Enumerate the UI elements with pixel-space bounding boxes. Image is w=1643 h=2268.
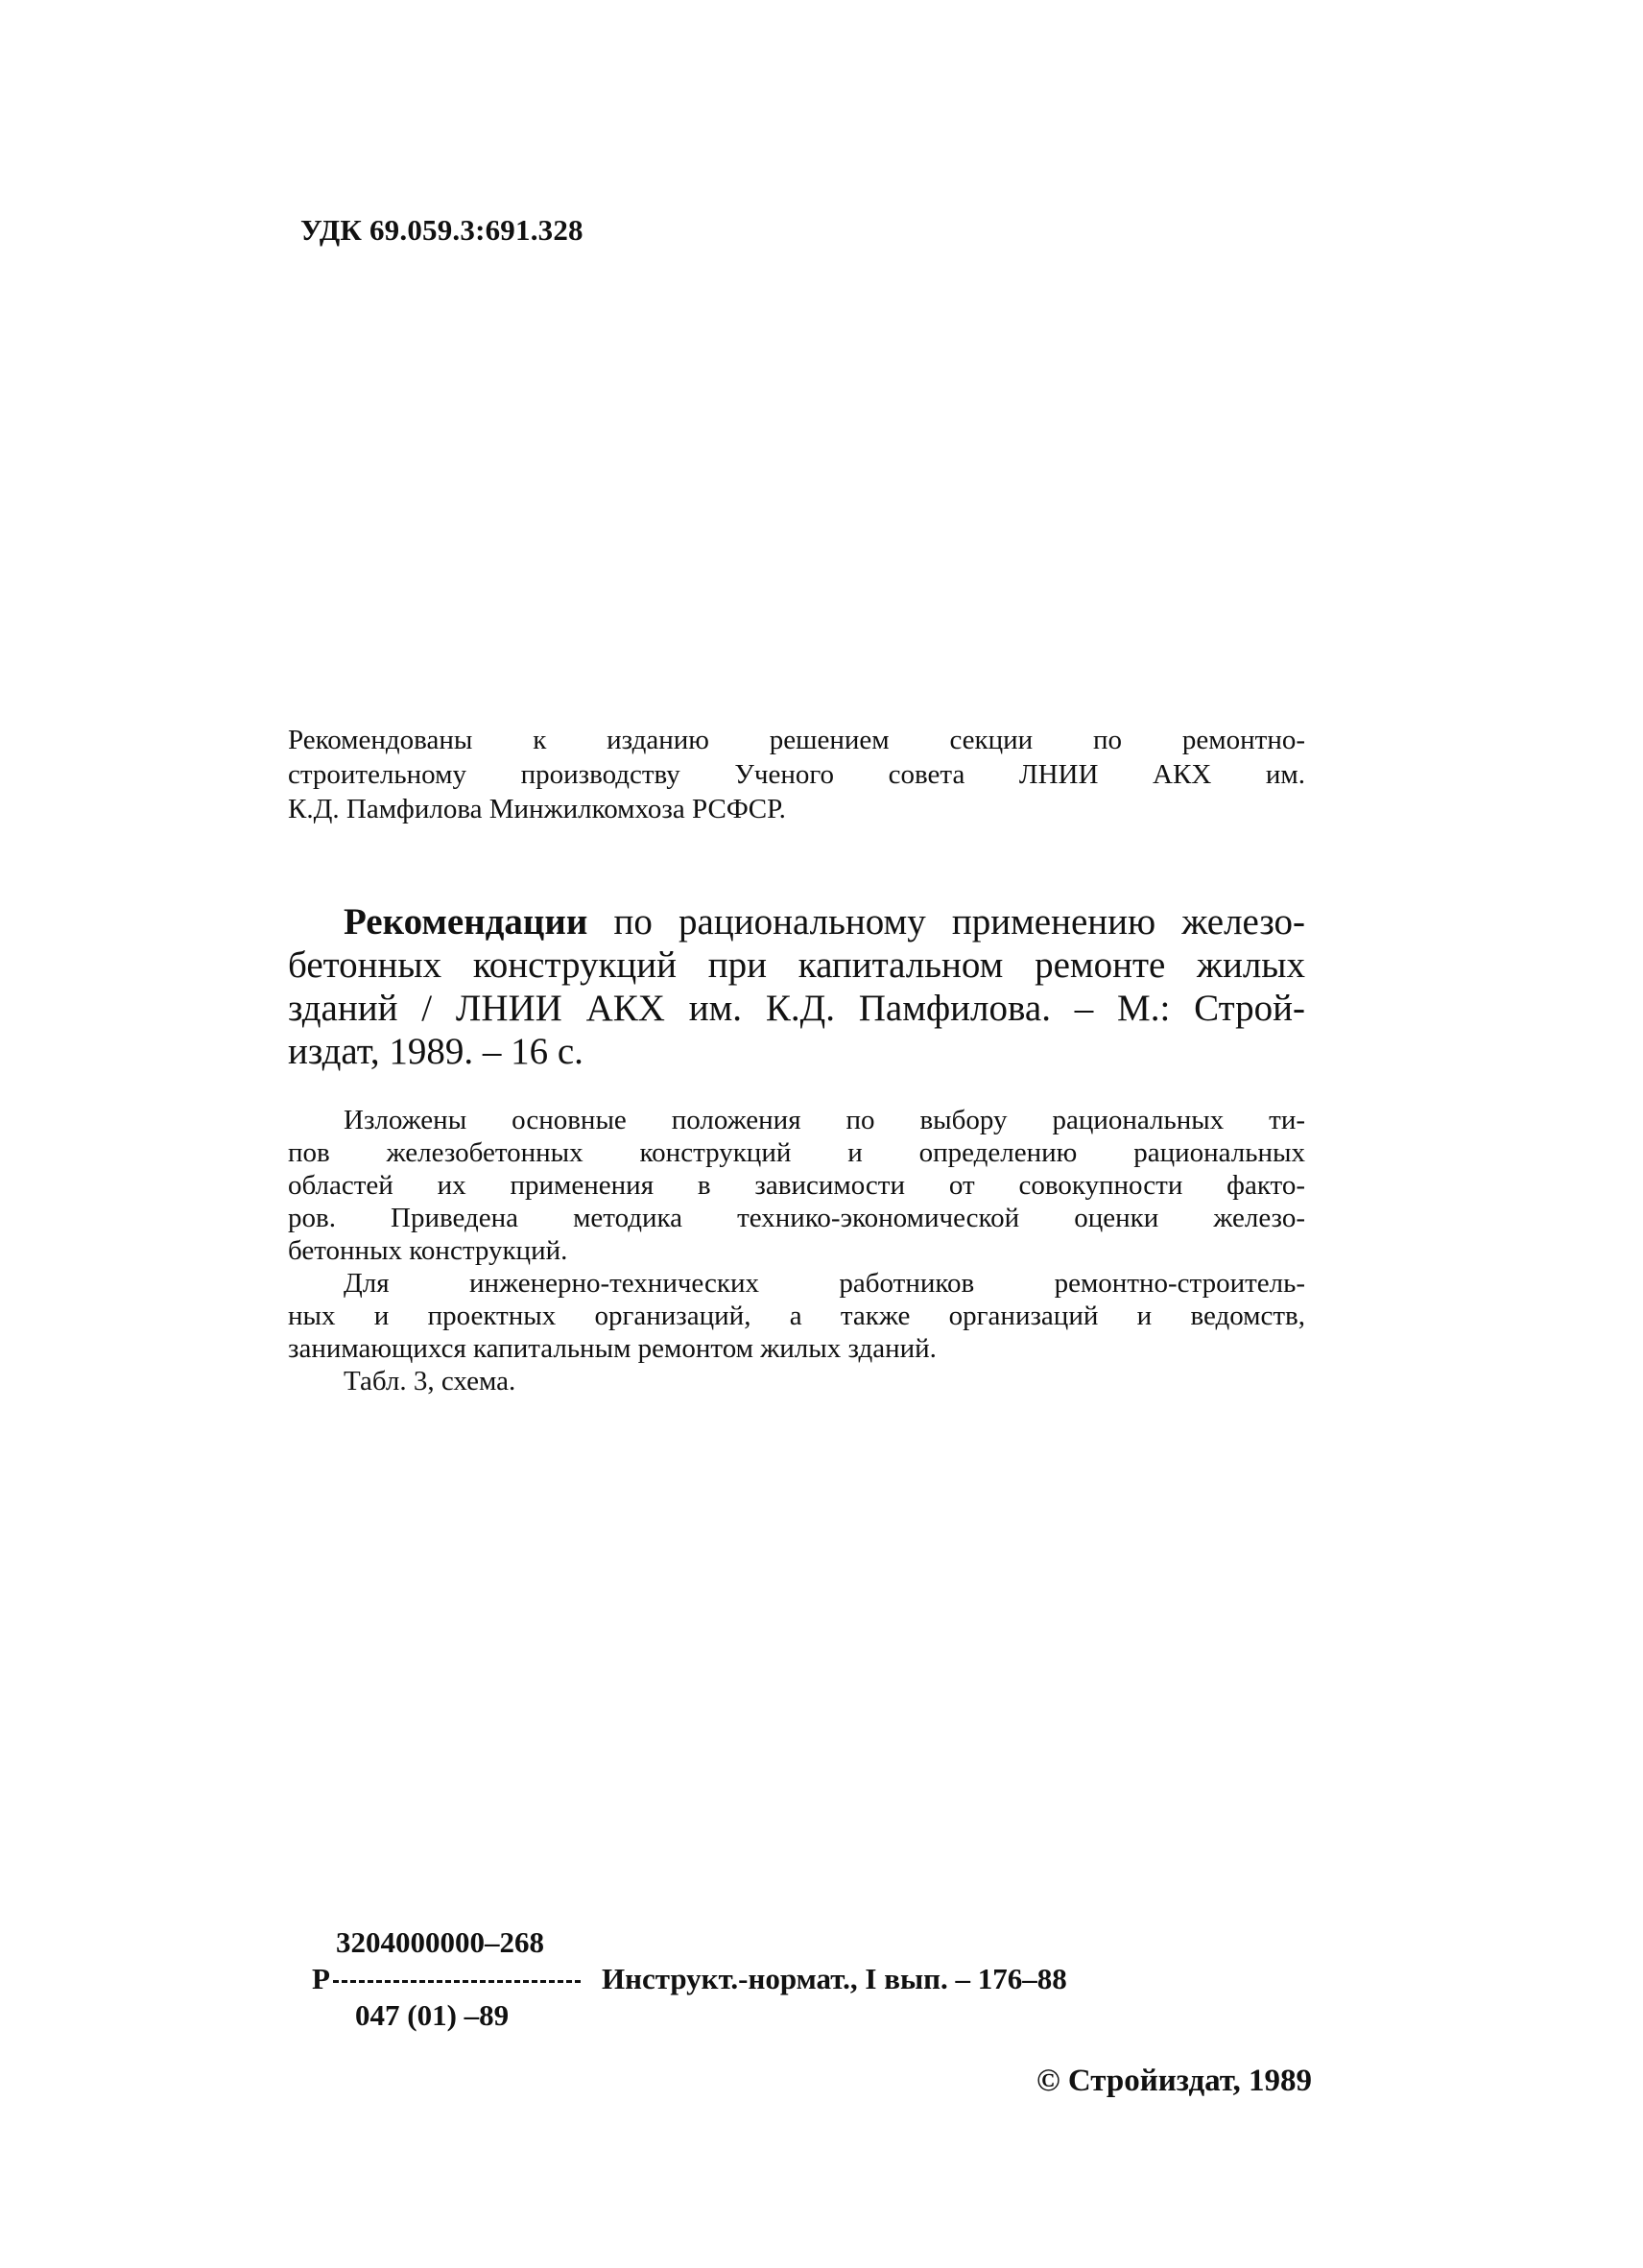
classification-row [312, 1961, 1067, 1997]
biblio-title-word: Рекомендации [344, 901, 588, 943]
biblio-line [288, 900, 1305, 943]
abstract-line: Табл. 3, схема. [344, 1366, 516, 1397]
abstract-line: Изложены основные положения по выбору рациональных ти- [344, 1105, 1305, 1135]
biblio-line: зданий / ЛНИИ АКХ им. К.Д. Памфилова. – М.: Строй- [288, 988, 1305, 1029]
classification-numerator: 3204000000–268 [336, 1925, 544, 1959]
biblio-line: бетонных конструкций при капитальном ремонте жилых [288, 944, 1305, 986]
approval-line: К.Д. Памфилова Минжилкомхоза РСФСР. [288, 794, 786, 824]
abstract-line: занимающихся капитальным ремонтом жилых зданий. [288, 1333, 937, 1364]
biblio-line: издат, 1989. – 16 с. [288, 1031, 583, 1072]
abstract-line: ров. Приведена методика технико-экономической оценки железо- [288, 1203, 1305, 1233]
classification-denominator: 047 (01) –89 [355, 1998, 510, 2032]
abstract-line: пов железобетонных конструкций и определению рациональных [288, 1137, 1305, 1168]
udk-code: УДК 69.059.3:691.328 [300, 213, 583, 247]
fraction-dash-line [333, 1980, 581, 1983]
biblio-line-rest: по рациональному применению железо- [587, 901, 1305, 943]
copyright-notice: © Стройиздат, 1989 [1036, 2064, 1313, 2098]
approval-note [288, 723, 1305, 826]
approval-line: Рекомендованы к изданию решением секции по ремонтно- [288, 725, 1305, 755]
abstract-line: Для инженерно-технических работников ремонтно-строитель- [344, 1268, 1305, 1299]
approval-line: строительному производству Ученого совета ЛНИИ АКХ им. [288, 759, 1305, 790]
bibliographic-description [288, 900, 1305, 1073]
classification-letter: Р [312, 1962, 330, 1995]
abstract-line: бетонных конструкций. [288, 1235, 568, 1266]
abstract-line: областей их применения в зависимости от совокупности факто- [288, 1170, 1305, 1201]
abstract-line: ных и проектных организаций, а также организаций и ведомств, [288, 1301, 1305, 1331]
classification-info: Инструкт.-нормат., I вып. – 176–88 [602, 1962, 1067, 1995]
abstract [288, 1104, 1305, 1397]
